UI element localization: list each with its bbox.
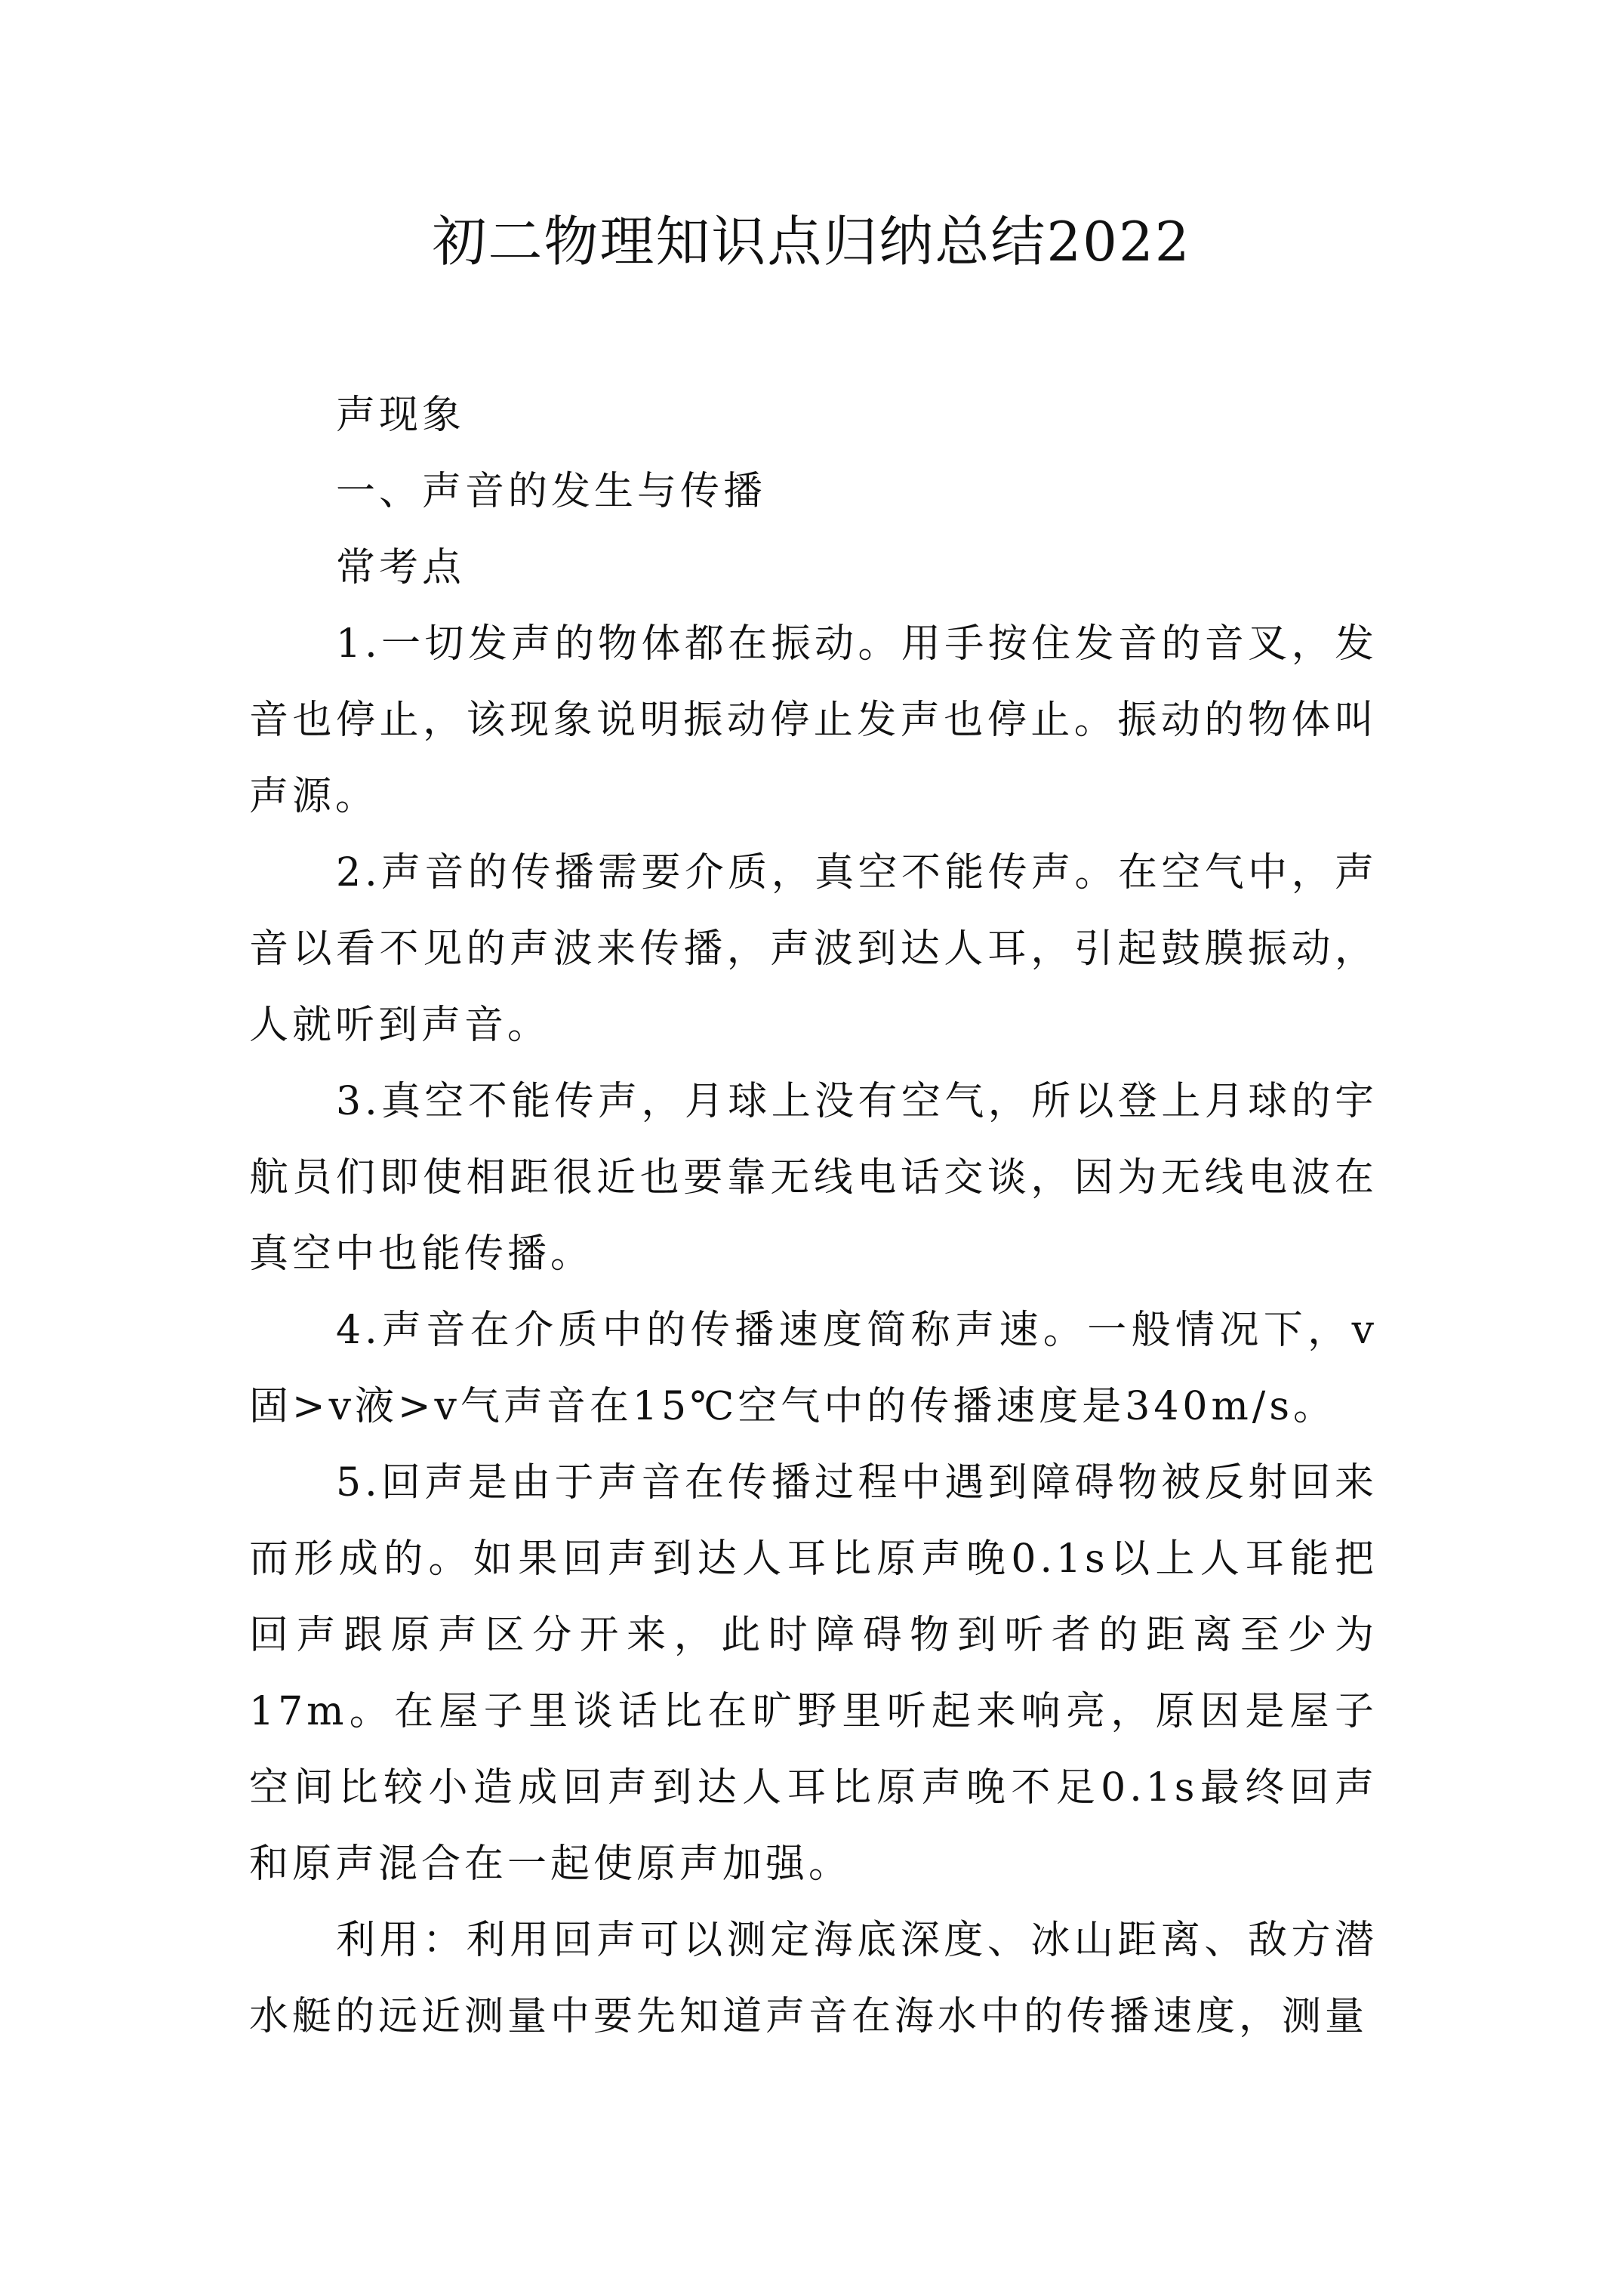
paragraph: 4.声音在介质中的传播速度简称声速。一般情况下，v固>v液>v气声音在15℃空气中的传播速度是340m/s。 xyxy=(249,1308,1378,1429)
paragraph: 2.声音的传播需要介质，真空不能传声。在空气中，声音以看不见的声波来传播，声波到达人耳，引起鼓膜振动，人就听到声音。 xyxy=(249,850,1378,1048)
key-points-label: 常考点 xyxy=(336,545,466,590)
paragraph: 1.一切发声的物体都在振动。用手按住发音的音叉，发音也停止，该现象说明振动停止发声也停止。振动的物体叫声源。 xyxy=(249,621,1378,819)
paragraph: 3.真空不能传声，月球上没有空气，所以登上月球的宇航员们即使相距很近也要靠无线电话交谈，因为无线电波在真空中也能传播。 xyxy=(249,1079,1378,1277)
document-body xyxy=(249,378,1378,2055)
paragraph: 利用：利用回声可以测定海底深度、冰山距离、敌方潜水艇的远近测量中要先知道声音在海水中的传播速度，测量 xyxy=(249,1918,1378,2039)
section-heading: 声现象 xyxy=(336,393,466,438)
page-title: 初二物理知识点归纳总结2022 xyxy=(432,210,1191,273)
subsection-heading: 一、声音的发生与传播 xyxy=(336,469,767,514)
paragraph: 5.回声是由于声音在传播过程中遇到障碍物被反射回来而形成的。如果回声到达人耳比原声晚0.1s以上人耳能把回声跟原声区分开来，此时障碍物到听者的距离至少为17m。在屋子里谈话比在旷野里听起来响亮，原因是屋子空间比较小造成回声到达人耳比原声晚不足0.1s最终回声和原声混合在一起使原声加强。 xyxy=(249,1460,1378,1887)
